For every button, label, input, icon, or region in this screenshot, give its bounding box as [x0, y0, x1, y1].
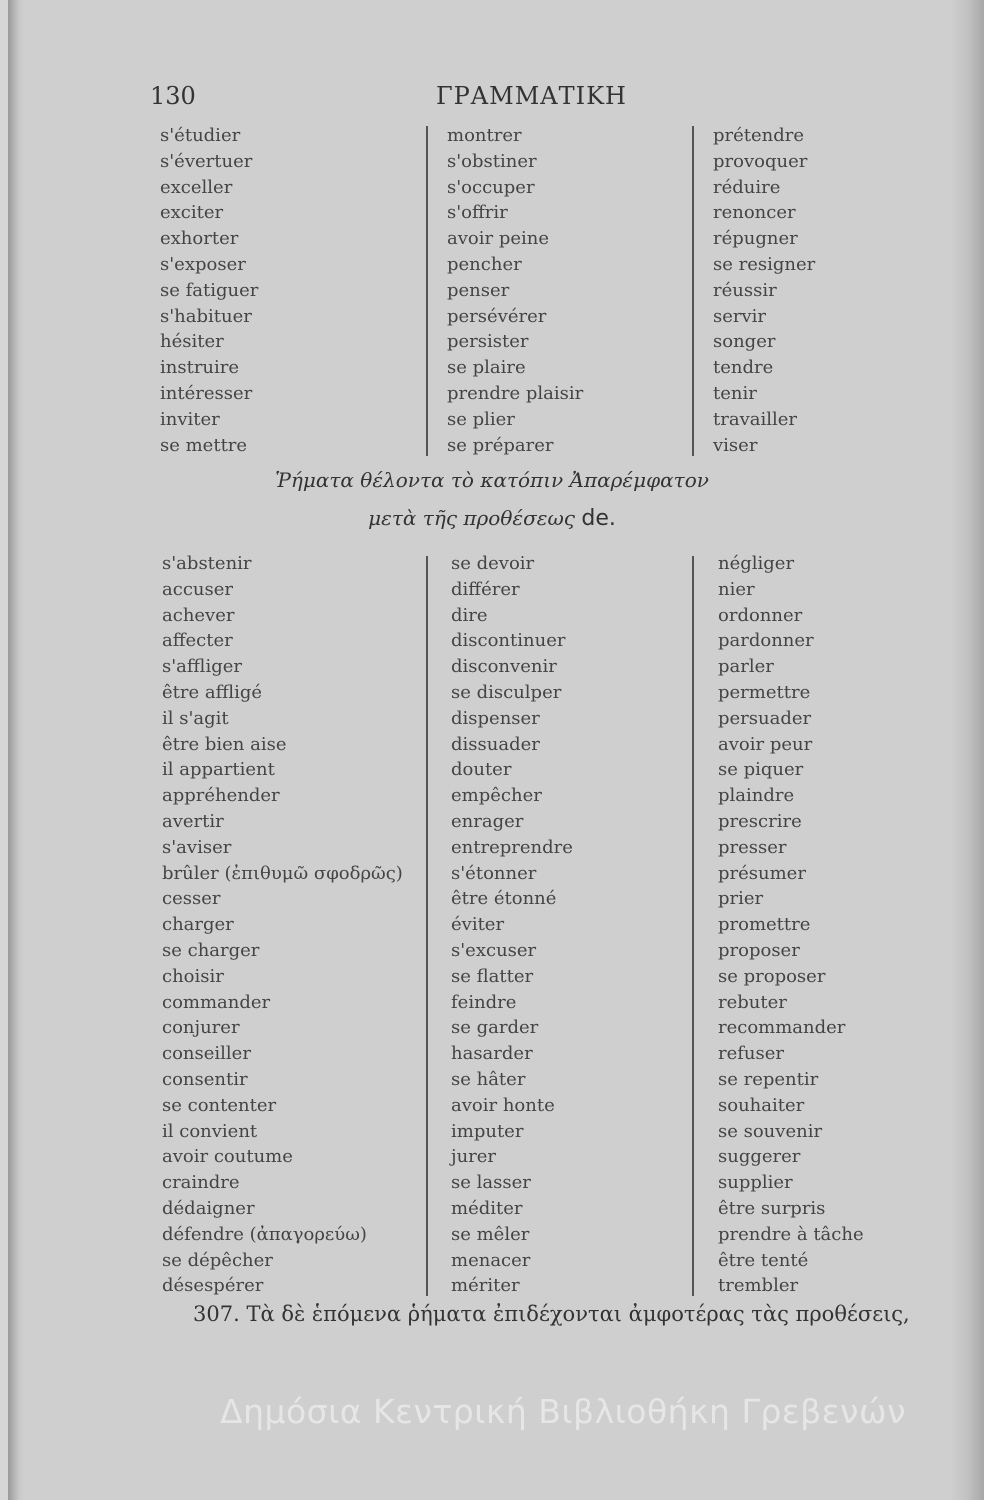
- verb-entry: songer: [713, 331, 776, 353]
- verb-entry: montrer: [447, 125, 522, 146]
- verb-entry: être étonné: [451, 888, 557, 910]
- verb-entry: empêcher: [451, 785, 542, 807]
- verb-entry: proposer: [718, 939, 800, 961]
- verb-entry: recommander: [718, 1017, 846, 1039]
- verb-entry: achever: [162, 604, 235, 626]
- verb-entry: se devoir: [451, 553, 535, 574]
- verb-entry: discontinuer: [451, 630, 566, 652]
- verb-entry: hasarder: [451, 1043, 533, 1065]
- verb-entry: s'excuser: [451, 939, 537, 961]
- verb-entry: dédaigner: [162, 1197, 255, 1219]
- verb-entry: servir: [713, 305, 767, 327]
- verb-entry: répugner: [713, 228, 798, 250]
- verb-entry: se lasser: [451, 1172, 531, 1194]
- verb-entry: choisir: [162, 965, 224, 987]
- section1-column-3: [713, 123, 815, 458]
- verb-entry: conjurer: [162, 1017, 240, 1039]
- verb-entry: instruire: [160, 357, 240, 379]
- verb-entry: s'évertuer: [160, 150, 253, 172]
- verb-entry: se préparer: [447, 434, 554, 456]
- column-divider: [692, 126, 694, 456]
- verb-entry: menacer: [451, 1249, 531, 1271]
- verb-entry: se mêler: [451, 1223, 530, 1245]
- verb-entry: se resigner: [713, 253, 816, 275]
- verb-entry: avoir peur: [718, 733, 813, 755]
- verb-entry: se souvenir: [718, 1120, 823, 1142]
- verb-entry: désespérer: [162, 1275, 264, 1297]
- verb-entry: avertir: [162, 810, 224, 832]
- verb-entry: parler: [718, 656, 774, 678]
- column-divider: [692, 556, 694, 1296]
- verb-entry: s'étonner: [451, 862, 537, 884]
- verb-entry: supplier: [718, 1172, 793, 1194]
- verb-entry: entreprendre: [451, 836, 573, 858]
- verb-entry: intéresser: [160, 382, 253, 404]
- verb-entry: prendre plaisir: [447, 382, 584, 404]
- verb-entry: il convient: [162, 1120, 258, 1142]
- section-heading-greek: μετὰ τῆς προθέσεως: [368, 506, 575, 530]
- verb-entry: inviter: [160, 408, 220, 430]
- verb-entry: persévérer: [447, 305, 547, 327]
- verb-entry: être bien aise: [162, 733, 287, 755]
- verb-entry: craindre: [162, 1172, 240, 1194]
- verb-entry: se piquer: [718, 759, 804, 781]
- verb-entry: affecter: [162, 630, 233, 652]
- verb-entry: prendre à tâche: [718, 1223, 864, 1245]
- section1-column-2: [447, 123, 583, 458]
- verb-entry: s'étudier: [160, 125, 241, 146]
- verb-entry: il s'agit: [162, 707, 229, 729]
- verb-entry: disconvenir: [451, 656, 557, 678]
- verb-entry: éviter: [451, 914, 505, 936]
- page-header: [150, 82, 790, 118]
- verb-entry: nier: [718, 578, 755, 600]
- verb-entry: prescrire: [718, 810, 802, 832]
- section2-column-3: [718, 551, 864, 1299]
- verb-entry: se disculper: [451, 681, 562, 703]
- section2-column-2: [451, 551, 573, 1299]
- verb-entry: enrager: [451, 810, 524, 832]
- verb-entry: feindre: [451, 991, 517, 1013]
- verb-entry: se garder: [451, 1017, 539, 1039]
- verb-entry: rebuter: [718, 991, 787, 1013]
- verb-entry: être surpris: [718, 1197, 826, 1219]
- verb-entry: exceller: [160, 176, 233, 198]
- verb-entry: prier: [718, 888, 764, 910]
- verb-entry: avoir coutume: [162, 1146, 293, 1168]
- verb-entry: défendre (ἀπαγορεύω): [162, 1223, 367, 1245]
- paragraph-text: Τὰ δὲ ἑπόμενα ῥήματα ἐπιδέχονται ἀμφοτέρας τὰς προθέσεις,: [246, 1302, 910, 1326]
- verb-entry: suggerer: [718, 1146, 801, 1168]
- verb-entry: douter: [451, 759, 512, 781]
- verb-entry: méditer: [451, 1197, 523, 1219]
- verb-entry: prétendre: [713, 125, 805, 146]
- verb-entry: commander: [162, 991, 271, 1013]
- verb-entry: refuser: [718, 1043, 785, 1065]
- column-divider: [426, 556, 428, 1296]
- verb-entry: s'abstenir: [162, 553, 252, 574]
- verb-entry: se plier: [447, 408, 515, 430]
- section-heading-latin: de.: [581, 506, 616, 531]
- verb-entry: se flatter: [451, 965, 534, 987]
- section-heading-line2: [0, 506, 984, 531]
- verb-entry: persuader: [718, 707, 812, 729]
- section1-column-1: [160, 123, 258, 458]
- verb-entry: se contenter: [162, 1094, 277, 1116]
- verb-entry: provoquer: [713, 150, 808, 172]
- verb-entry: être affligé: [162, 681, 263, 703]
- verb-entry: s'affliger: [162, 656, 242, 678]
- verb-entry: tendre: [713, 357, 774, 379]
- verb-entry: il appartient: [162, 759, 275, 781]
- verb-entry: cesser: [162, 888, 221, 910]
- verb-entry: s'obstiner: [447, 150, 537, 172]
- verb-entry: mériter: [451, 1275, 520, 1297]
- verb-entry: dispenser: [451, 707, 540, 729]
- verb-entry: souhaiter: [718, 1094, 805, 1116]
- verb-entry: négliger: [718, 553, 795, 574]
- verb-entry: accuser: [162, 578, 233, 600]
- verb-entry: renoncer: [713, 202, 796, 224]
- page-right-edge: [950, 0, 984, 1500]
- verb-entry: appréhender: [162, 785, 280, 807]
- verb-entry: ordonner: [718, 604, 803, 626]
- verb-entry: réussir: [713, 279, 777, 301]
- page-number: 130: [150, 82, 196, 110]
- verb-entry: réduire: [713, 176, 781, 198]
- verb-entry: plaindre: [718, 785, 795, 807]
- verb-entry: s'habituer: [160, 305, 252, 327]
- verb-entry: penser: [447, 279, 510, 301]
- verb-entry: conseiller: [162, 1043, 251, 1065]
- verb-entry: pencher: [447, 253, 522, 275]
- verb-entry: tenir: [713, 382, 757, 404]
- verb-entry: viser: [713, 434, 758, 456]
- verb-entry: brûler (ἐπιθυμῶ σφοδρῶς): [162, 862, 403, 884]
- paragraph-number: 307.: [193, 1302, 240, 1326]
- verb-entry: hésiter: [160, 331, 224, 353]
- verb-entry: consentir: [162, 1068, 248, 1090]
- verb-entry: permettre: [718, 681, 811, 703]
- verb-entry: persister: [447, 331, 529, 353]
- verb-entry: se hâter: [451, 1068, 526, 1090]
- verb-entry: avoir honte: [451, 1094, 555, 1116]
- verb-entry: travailler: [713, 408, 797, 430]
- verb-entry: trembler: [718, 1275, 799, 1297]
- verb-entry: différer: [451, 578, 520, 600]
- section-heading-line1: Ῥήματα θέλοντα τὸ κατόπιν Ἀπαρέμφατον: [275, 468, 709, 492]
- verb-entry: s'exposer: [160, 253, 246, 275]
- section2-column-1: [162, 551, 403, 1299]
- verb-entry: se plaire: [447, 357, 526, 379]
- verb-entry: être tenté: [718, 1249, 809, 1271]
- running-title: ΓΡΑΜΜΑΤΙΚΗ: [436, 82, 627, 110]
- verb-entry: s'occuper: [447, 176, 535, 198]
- verb-entry: exciter: [160, 202, 224, 224]
- verb-entry: se fatiguer: [160, 279, 259, 301]
- verb-entry: se dépêcher: [162, 1249, 273, 1271]
- verb-entry: imputer: [451, 1120, 524, 1142]
- library-watermark: Δημόσια Κεντρική Βιβλιοθήκη Γρεβενών: [220, 1392, 907, 1431]
- verb-entry: exhorter: [160, 228, 239, 250]
- column-divider: [426, 126, 428, 456]
- verb-entry: présumer: [718, 862, 806, 884]
- verb-entry: avoir peine: [447, 228, 549, 250]
- verb-entry: se proposer: [718, 965, 826, 987]
- verb-entry: pardonner: [718, 630, 814, 652]
- verb-entry: s'offrir: [447, 202, 508, 224]
- verb-entry: charger: [162, 914, 234, 936]
- verb-entry: se charger: [162, 939, 260, 961]
- verb-entry: promettre: [718, 914, 811, 936]
- verb-entry: dire: [451, 604, 488, 626]
- verb-entry: se mettre: [160, 434, 248, 456]
- verb-entry: dissuader: [451, 733, 540, 755]
- verb-entry: jurer: [451, 1146, 497, 1168]
- page-left-edge: [8, 0, 24, 1500]
- verb-entry: se repentir: [718, 1068, 819, 1090]
- verb-entry: s'aviser: [162, 836, 232, 858]
- paragraph-line: [193, 1302, 910, 1326]
- verb-entry: presser: [718, 836, 787, 858]
